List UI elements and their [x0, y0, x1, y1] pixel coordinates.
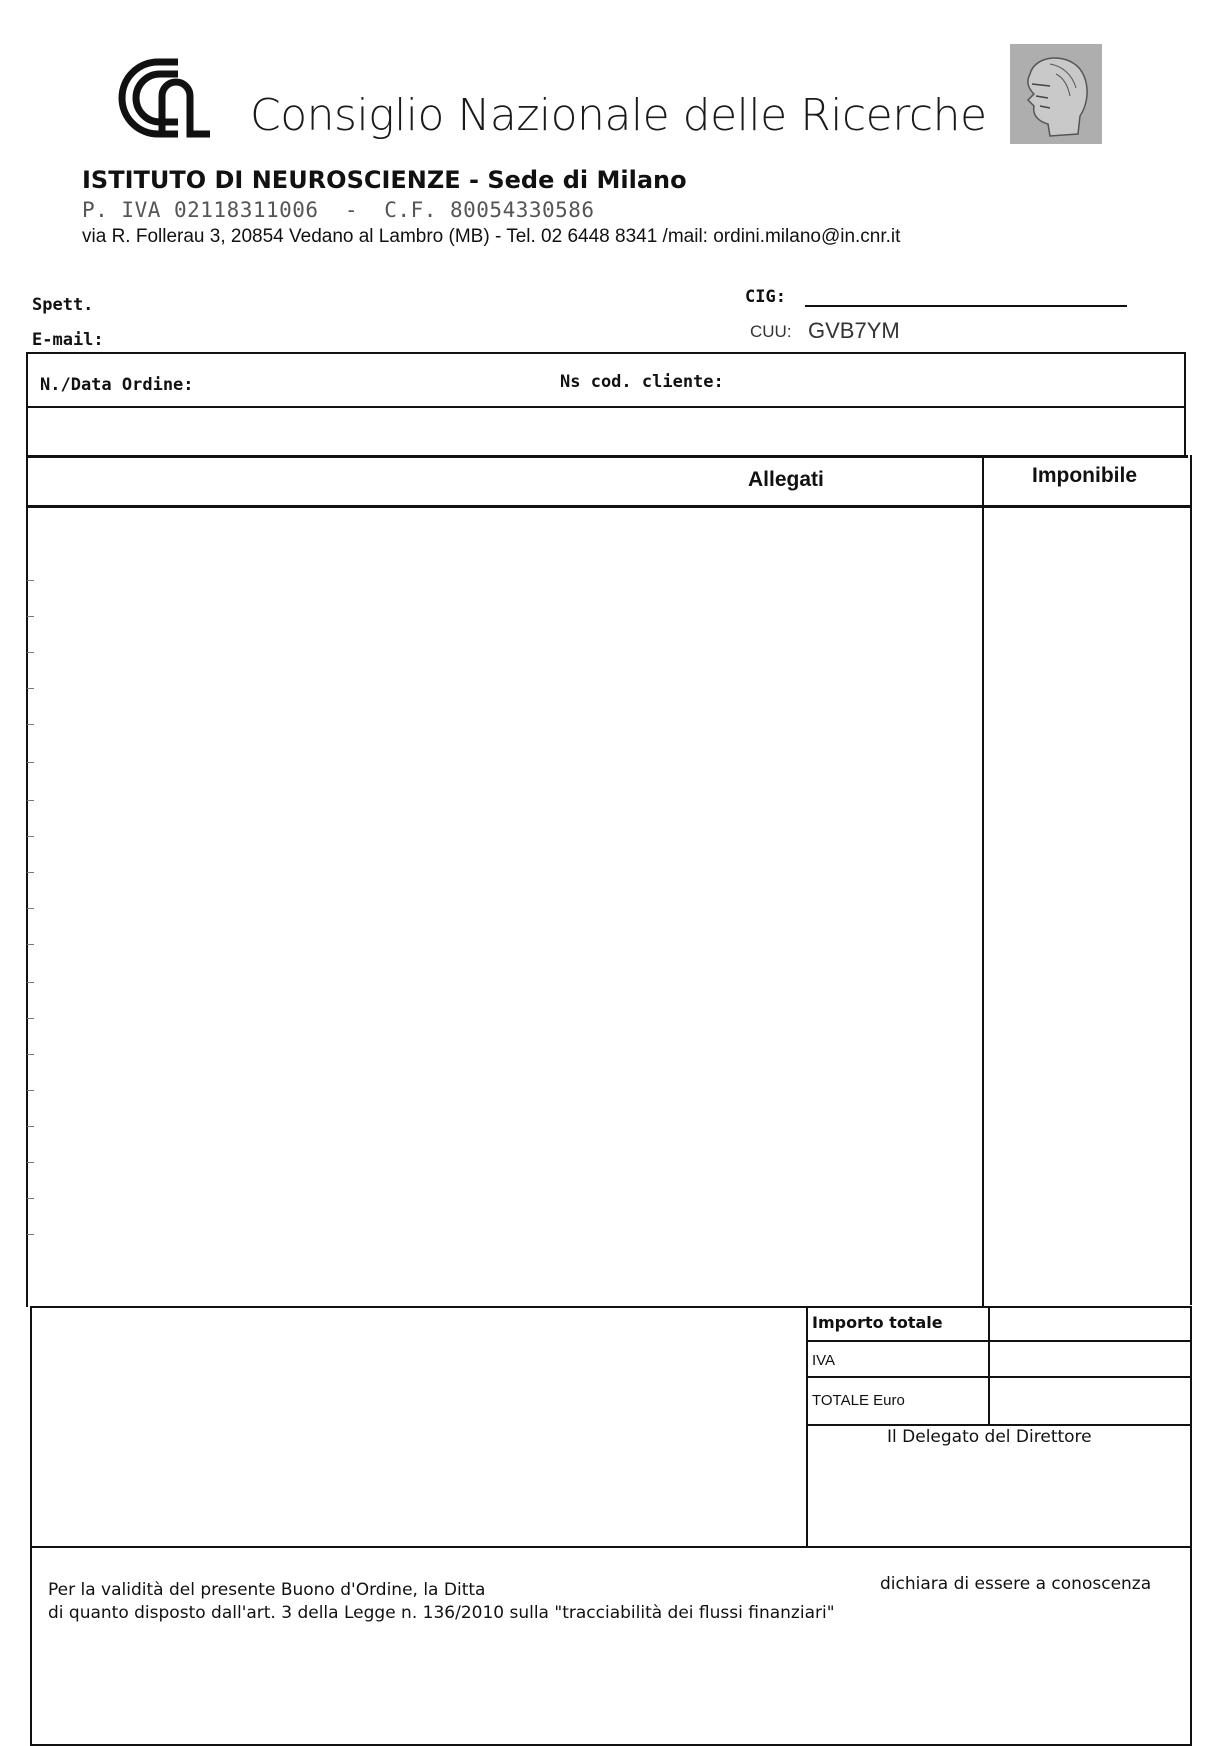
declaration-text-line2: di quanto disposto dall'art. 3 della Legge n. 136/2010 sulla "tracciabilità dei flussi finanziari" — [48, 1603, 835, 1623]
order-number-date-label: N./Data Ordine: — [40, 375, 194, 395]
declaration-text-line1: Per la validità del presente Buono d'Ordine, la Ditta — [48, 1580, 486, 1600]
cuu-label: CUU: — [750, 322, 792, 341]
cig-field-line[interactable] — [805, 305, 1127, 307]
institute-name: ISTITUTO DI NEUROSCIENZE - Sede di Milano — [82, 166, 687, 194]
cnr-logo-icon — [118, 56, 214, 140]
org-name: Consiglio Nazionale delle Ricerche — [250, 90, 987, 141]
address-line: via R. Follerau 3, 20854 Vedano al Lambro (MB) - Tel. 02 6448 8341 /mail: ordini.milano@in.cnr.it — [82, 226, 901, 247]
fiscal-line: P. IVA 02118311006 - C.F. 80054330586 — [82, 198, 595, 222]
totale-euro-label: TOTALE Euro — [812, 1392, 905, 1409]
client-code-label: Ns cod. cliente: — [560, 372, 724, 392]
delegato-direttore-label: Il Delegato del Direttore — [887, 1427, 1092, 1447]
email-label: E-mail: — [32, 330, 104, 350]
importo-totale-label: Importo totale — [812, 1313, 943, 1332]
spett-label: Spett. — [32, 295, 94, 315]
cuu-value: GVB7YM — [808, 318, 900, 343]
imponibile-header: Imponibile — [1032, 464, 1137, 487]
allegati-header: Allegati — [748, 468, 824, 491]
cig-label: CIG: — [745, 287, 786, 307]
declaration-text-line1-end: dichiara di essere a conoscenza — [880, 1574, 1152, 1594]
portrait-sketch-icon — [1010, 44, 1102, 144]
iva-label: IVA — [812, 1352, 836, 1369]
